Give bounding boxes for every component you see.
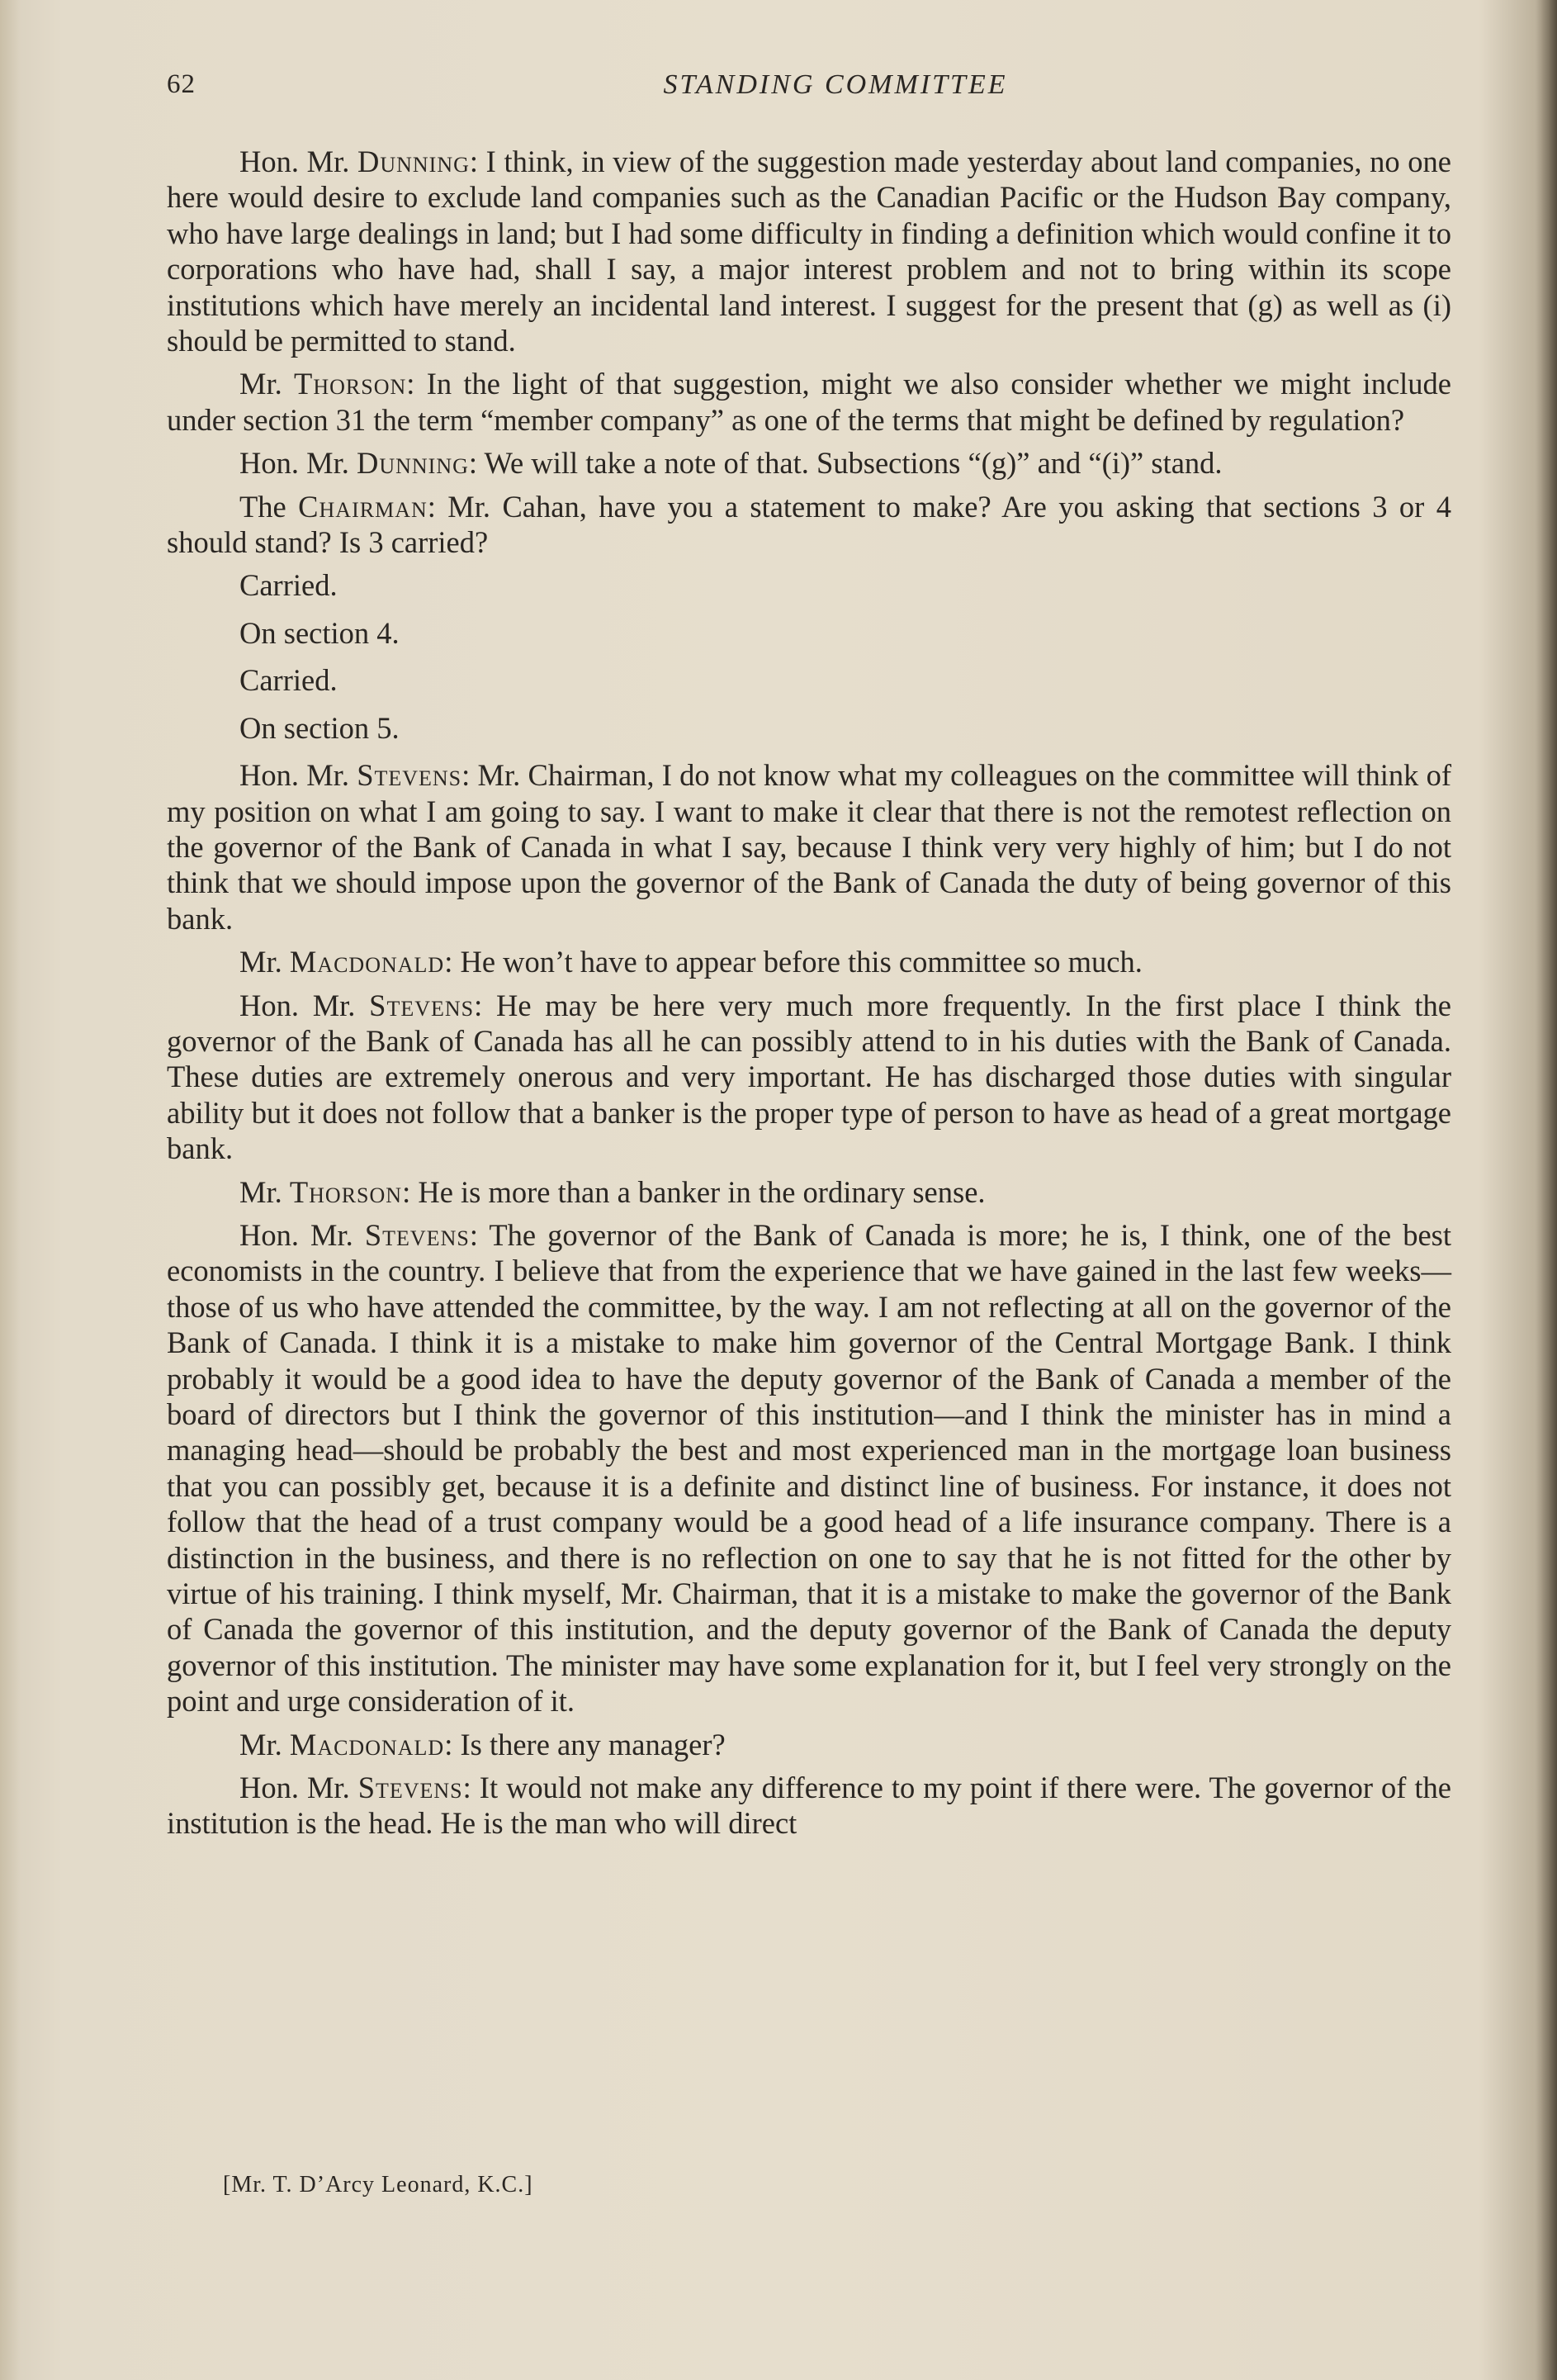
paragraph-text: Carried.	[239, 568, 338, 603]
speaker-name: Stevens	[357, 758, 462, 793]
paragraph	[167, 1727, 1451, 1762]
speaker-title: Hon. Mr.	[239, 145, 357, 178]
footer-note: [Mr. T. D’Arcy Leonard, K.C.]	[223, 2172, 533, 2197]
speaker-title: Mr.	[239, 1174, 290, 1209]
paragraph-text: : The governor of the Bank of Canada is more; he is, I think, one of the best economists in the country. I believe that from the experience that we have gained in the last few weeks—those of us who have attended the committee, by the way. I am not reflecting at all on the governor of the Bank of Canada. I think it is a mistake to make him governor of the Central Mortgage Bank. I think probably it would be a good idea to have the deputy governor of the Bank of Canada a member of the board of directors but I think the governor of this institution—and I think the minister has in mind a managing head—should be probably the best and most experienced man in the mortgage loan business that you can possibly get, because it is a definite and distinct line of business. For instance, it does not follow that the head of a trust company would be a good head of a life insurance company. There is a distinction in the business, and there is no reflection on one to say that he is not fitted for the other by virtue of his training. I think myself, Mr. Chairman, that it is a mistake to make the governor of the Bank of Canada the governor of this institution, and the deputy governor of the Bank of Canada the deputy governor of this institution. The minister may have some explanation for it, but I feel very strongly on the point and urge consideration of it.	[167, 1217, 1451, 1719]
paragraph-text: : Mr. Cahan, have you a statement to make? Are you asking that sections 3 or 4 should stand? Is 3 carried?	[167, 489, 1452, 560]
paragraph	[167, 144, 1451, 358]
paragraph-text: Carried.	[239, 663, 338, 698]
paragraph-text: : It would not make any difference to my point if there were. The governor of the institution is the head. He is the man who will direct	[167, 1771, 1451, 1841]
paragraph	[167, 1770, 1451, 1842]
speaker-name: Dunning	[357, 145, 470, 178]
speaker-name: Macdonald	[289, 1727, 445, 1761]
speaker-name: Stevens	[369, 988, 475, 1022]
paragraph	[167, 366, 1451, 438]
running-head	[167, 69, 1455, 112]
speaker-title: Mr.	[239, 1727, 290, 1761]
speaker-name: Chairman	[298, 489, 428, 524]
paragraph-text: : I think, in view of the suggestion made yesterday about land companies, no one here would desire to exclude land companies such as the Canadian Pacific or the Hudson Bay company, who have large dealings in land; but I had some difficulty in finding a definition which would confine it to corporations who have had, shall I say, a major interest problem and not to bring within its scope institutions which have merely an incidental land interest. I suggest for the present that (g) as well as (i) should be permitted to stand.	[167, 145, 1451, 358]
body-text	[167, 144, 1451, 1849]
procedural-line	[167, 615, 1451, 651]
paragraph-text: : Mr. Chairman, I do not know what my colleagues on the committee will think of my position on what I am going to say. I want to make it clear that there is not the remotest reflection on the governor of the Bank of Canada in what I say, because I think very very highly of him; but I do not think that we should impose upon the governor of the Bank of Canada the duty of being governor of this bank.	[167, 758, 1451, 936]
paragraph	[167, 988, 1451, 1167]
speaker-title: Hon. Mr.	[239, 1771, 358, 1805]
paragraph	[167, 489, 1451, 561]
speaker-name: Stevens	[364, 1217, 470, 1252]
paragraph-text: : Is there any manager?	[444, 1727, 726, 1761]
paragraph-text: : In the light of that suggestion, might we also consider whether we might include under section 31 the term “member company” as one of the terms that might be defined by regulation?	[167, 367, 1451, 437]
paragraph	[167, 757, 1451, 936]
paragraph-text: On section 4.	[239, 615, 400, 650]
speaker-title: Mr.	[239, 945, 290, 979]
speaker-name: Dunning	[356, 446, 469, 481]
paragraph-text: : We will take a note of that. Subsections “(g)” and “(i)” stand.	[468, 446, 1223, 481]
paragraph	[167, 1217, 1451, 1719]
paragraph-text: On section 5.	[239, 710, 400, 745]
speaker-title: Hon. Mr.	[239, 446, 357, 481]
procedural-line	[167, 710, 1451, 746]
paragraph	[167, 445, 1451, 481]
speaker-name: Thorson	[289, 1174, 403, 1209]
procedural-line	[167, 567, 1451, 603]
speaker-name: Stevens	[357, 1771, 463, 1805]
speaker-name: Macdonald	[289, 945, 445, 979]
paragraph-text: : He won’t have to appear before this committee so much.	[444, 945, 1143, 979]
speaker-title: The	[239, 489, 299, 524]
running-title: STANDING COMMITTEE	[663, 69, 1008, 100]
speaker-name: Thorson	[294, 367, 407, 401]
speaker-title: Hon. Mr.	[239, 988, 370, 1022]
paragraph-text: : He may be here very much more frequently. In the first place I think the governor of the Bank of Canada has all he can possibly attend to in his duties with the Bank of Canada. These duties are extremely onerous and very important. He has discharged those duties with singular ability but it does not follow that a banker is the proper type of person to have as head of a great mortgage bank.	[167, 988, 1451, 1166]
speaker-title: Hon. Mr.	[239, 1217, 365, 1252]
paragraph-text: : He is more than a banker in the ordinary sense.	[402, 1174, 986, 1209]
paragraph	[167, 1174, 1451, 1210]
speaker-title: Mr.	[239, 367, 295, 401]
paragraph	[167, 944, 1451, 979]
procedural-line	[167, 662, 1451, 698]
speaker-title: Hon. Mr.	[239, 758, 357, 793]
page-number: 62	[167, 69, 196, 99]
